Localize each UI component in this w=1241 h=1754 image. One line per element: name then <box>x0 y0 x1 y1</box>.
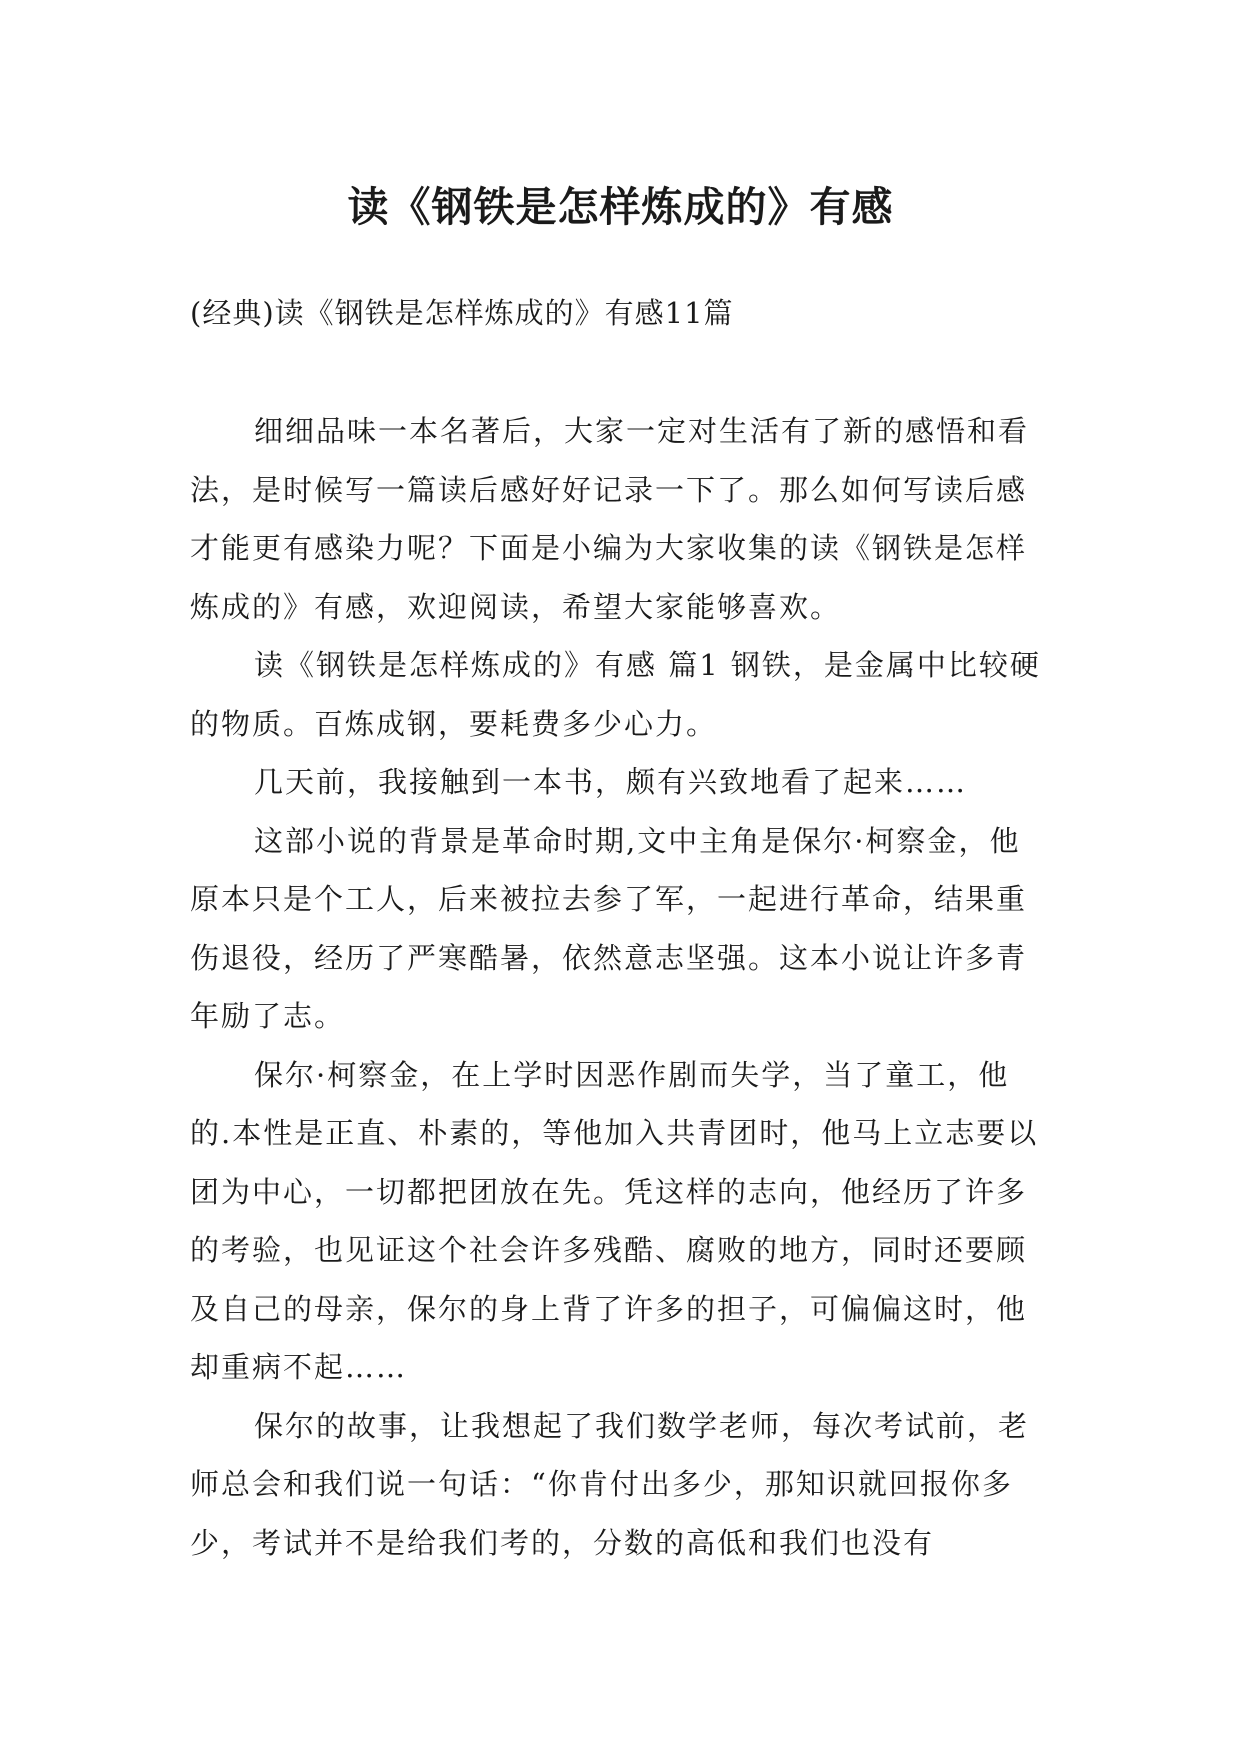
paragraph: 保尔·柯察金，在上学时因恶作剧而失学，当了童工，他的.本性是正直、朴素的，等他加入共青团时，他马上立志要以团为中心，一切都把团放在先。凭这样的志向，他经历了许多的考验，也见证这个社会许多残酷、腐败的地方，同时还要顾及自己的母亲，保尔的身上背了许多的担子，可偏偏这时，他却重病不起…… <box>190 1057 1039 1384</box>
document-subtitle: (经典)读《钢铁是怎样炼成的》有感11篇 <box>190 296 734 330</box>
paragraph: 这部小说的背景是革命时期,文中主角是保尔·柯察金，他原本只是个工人，后来被拉去参了军，一起进行革命，结果重伤退役，经历了严寒酷暑，依然意志坚强。这本小说让许多青年励了志。 <box>190 823 1028 1033</box>
document-title: 读《钢铁是怎样炼成的》有感 <box>347 183 894 232</box>
paragraph: 读《钢铁是怎样炼成的》有感 篇1 钢铁，是金属中比较硬的物质。百炼成钢，要耗费多少心力。 <box>190 648 1041 741</box>
paragraph: 细细品味一本名著后，大家一定对生活有了新的感悟和看法，是时候写一篇读后感好好记录一下了。那么如何写读后感才能更有感染力呢？下面是小编为大家收集的读《钢铁是怎样炼成的》有感，欢迎阅读，希望大家能够喜欢。 <box>190 414 1030 624</box>
paragraph: 保尔的故事，让我想起了我们数学老师，每次考试前，老师总会和我们说一句话：“你肯付出多少，那知识就回报你多少，考试并不是给我们考的，分数的高低和我们也没有 <box>190 1408 1030 1560</box>
paragraph: 几天前，我接触到一本书，颇有兴致地看了起来…… <box>254 765 968 799</box>
document-body <box>190 402 1050 1572</box>
